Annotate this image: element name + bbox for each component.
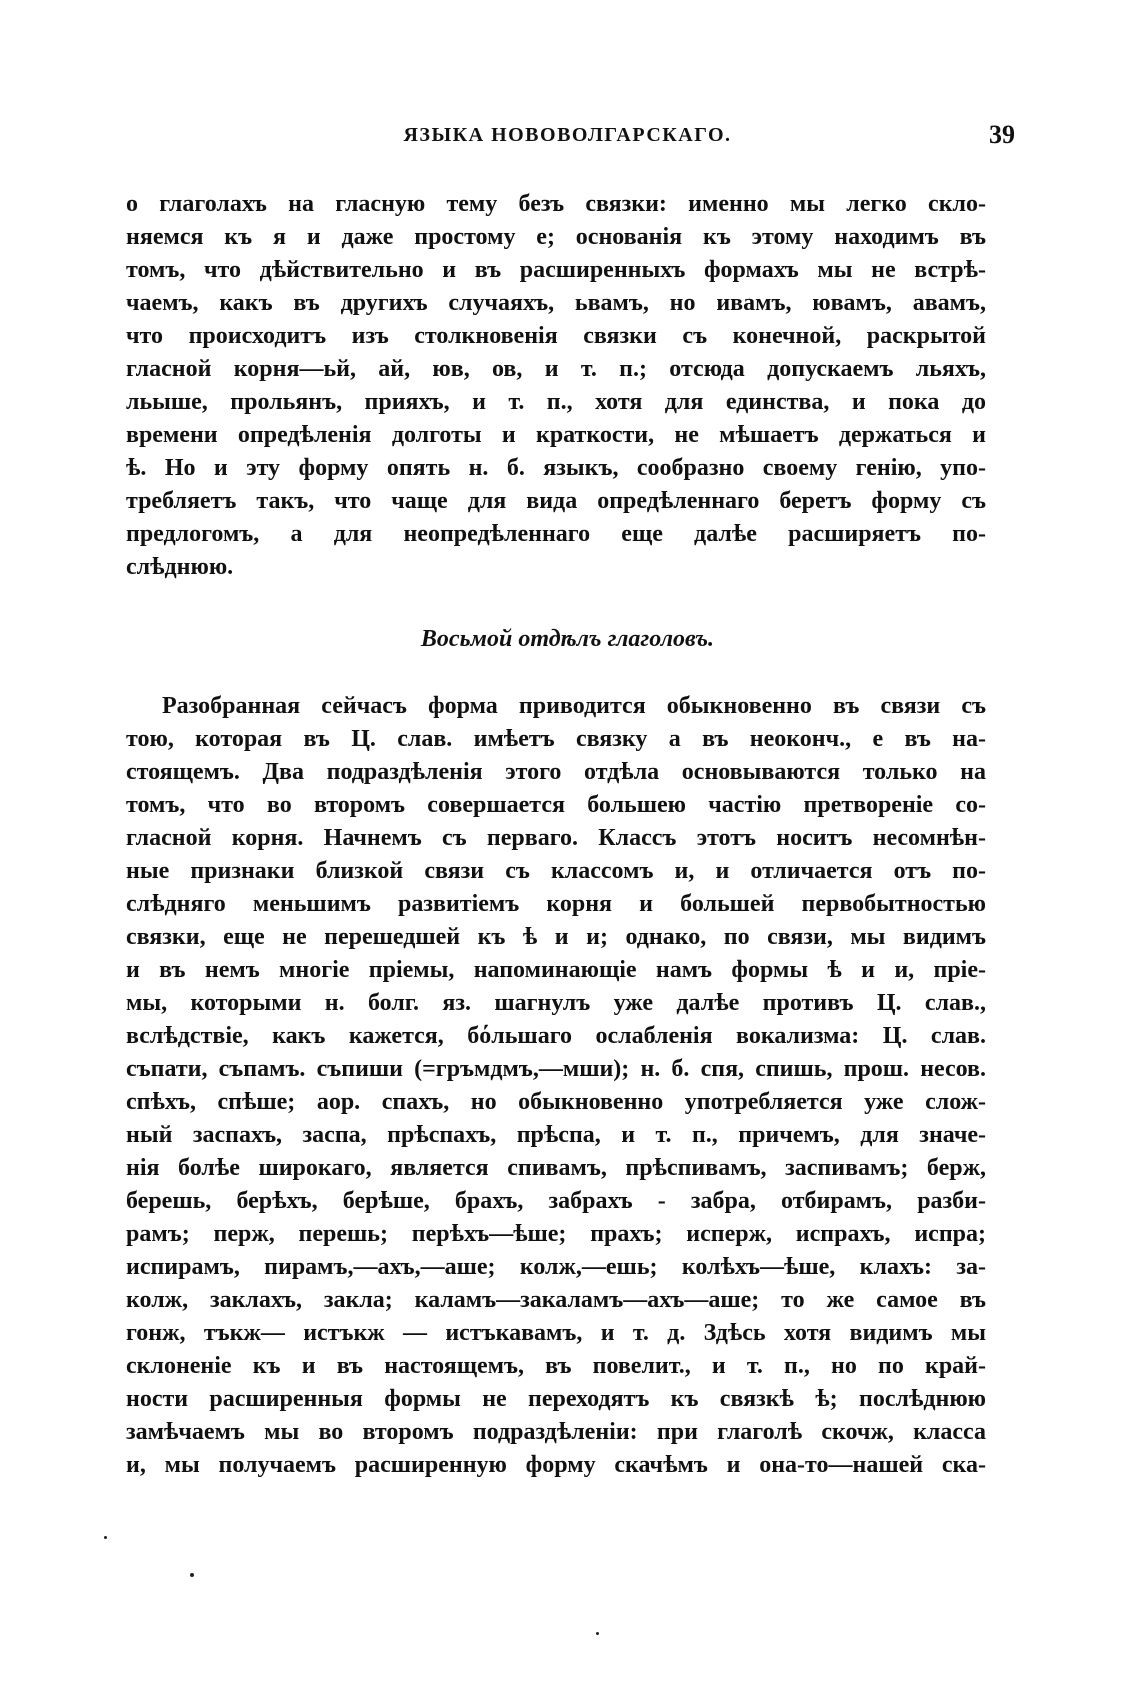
print-speck (596, 1632, 599, 1635)
paragraph-line: Разобранная сейчасъ форма приводится обыкновенно въ связи съ (162, 693, 986, 719)
paragraph-line: чаемъ, какъ въ другихъ случаяхъ, ьвамъ, но ивамъ, ювамъ, авамъ, (126, 290, 986, 316)
paragraph-line: гонж, тъкж— истъкж — истъкавамъ, и т. д. Здѣсь хотя видимъ мы (126, 1320, 986, 1346)
paragraph-line: времени опредѣленія долготы и краткости, не мѣшаетъ держаться и (126, 422, 986, 448)
paragraph-line: слѣдняго меньшимъ развитіемъ корня и большей первобытностью (126, 891, 986, 917)
paragraph-line: замѣчаемъ мы во второмъ подраздѣленіи: при глаголѣ скочж, класса (126, 1419, 986, 1445)
paragraph-line: склоненіе къ и въ настоящемъ, въ повелит., и т. п., но по край- (126, 1353, 986, 1379)
paragraph-line: льыше, прольянъ, прияхъ, и т. п., хотя для единства, и пока до (126, 389, 986, 415)
paragraph-line: берешь, берѣхъ, берѣше, брахъ, забрахъ - забра, отбирамъ, разби- (126, 1188, 986, 1214)
paragraph-line: тою, которая въ Ц. слав. имѣетъ связку а въ неоконч., е въ на- (126, 726, 986, 752)
paragraph-line: рамъ; перж, перешь; перѣхъ—ѣше; прахъ; исперж, испрахъ, испра; (126, 1221, 986, 1247)
print-speck (190, 1573, 194, 1577)
paragraph-line: мы, которыми н. болг. яз. шагнулъ уже далѣе противъ Ц. слав., (126, 990, 986, 1016)
paragraph-line: ные признаки близкой связи съ классомъ и, и отличается отъ по- (126, 858, 986, 884)
paragraph-line: и въ немъ многіе пріемы, напоминающіе намъ формы ѣ и и, пріе- (126, 957, 986, 983)
paragraph-line: съпати, съпамъ. съпиши (=гръмдмъ,—мши); н. б. спя, спишь, прош. несов. (126, 1056, 986, 1082)
paragraph-line: томъ, что дѣйствительно и въ расширенныхъ формахъ мы не встрѣ- (126, 257, 986, 283)
paragraph-line: вслѣдствіе, какъ кажется, бόльшаго ослабленія вокализма: Ц. слав. (126, 1023, 986, 1049)
paragraph-line: няемся къ я и даже простому е; основанія къ этому находимъ въ (126, 224, 986, 250)
paragraph-line: гласной корня—ьй, ай, юв, ов, и т. п.; отсюда допускаемъ льяхъ, (126, 356, 986, 382)
paragraph-line: ѣ. Но и эту форму опять н. б. языкъ, сообразно своему генію, упо- (126, 455, 986, 481)
paragraph-line: и, мы получаемъ расширенную форму скачѣмъ и она-то—нашей ска- (126, 1452, 986, 1478)
paragraph-line: что происходитъ изъ столкновенія связки съ конечной, раскрытой (126, 323, 986, 349)
paragraph-line: о глаголахъ на гласную тему безъ связки: именно мы легко скло- (126, 191, 986, 217)
page-number: 39 (989, 120, 1015, 149)
paragraph-line: испирамъ, пирамъ,—ахъ,—аше; колж,—ешь; колѣхъ—ѣше, клахъ: за- (126, 1254, 986, 1280)
section-title: Восьмой отдѣлъ глаголовъ. (420, 626, 715, 652)
paragraph-line: нія болѣе широкаго, является спивамъ, прѣспивамъ, заспивамъ; берж, (126, 1155, 986, 1181)
paragraph-line: колж, заклахъ, закла; каламъ—закаламъ—ахъ—аше; то же самое въ (126, 1287, 986, 1313)
paragraph-line: ный заспахъ, заспа, прѣспахъ, прѣспа, и т. п., причемъ, для значе- (126, 1122, 986, 1148)
paragraph-line: гласной корня. Начнемъ съ перваго. Классъ этотъ носитъ несомнѣн- (126, 825, 986, 851)
paragraph-line: ности расширенныя формы не переходятъ къ связкѣ ѣ; послѣднюю (126, 1386, 986, 1412)
paragraph-1 (126, 188, 986, 584)
paragraph-line: стоящемъ. Два подраздѣленія этого отдѣла основываются только на (126, 759, 986, 785)
paragraph-line: спѣхъ, спѣше; аор. спахъ, но обыкновенно употребляется уже слож- (126, 1089, 986, 1115)
page-header (120, 120, 1015, 164)
print-speck (104, 1536, 107, 1539)
running-head: ЯЗЫКА НОВОВОЛГАРСКАГО. (403, 124, 732, 146)
paragraph-line: предлогомъ, а для неопредѣленнаго еще далѣе расширяетъ по- (126, 521, 986, 547)
paragraph-line: требляетъ такъ, что чаще для вида опредѣленнаго беретъ форму съ (126, 488, 986, 514)
paragraph-2 (126, 690, 986, 1482)
paragraph-line: томъ, что во второмъ совершается большею частію претвореніе со- (126, 792, 986, 818)
paragraph-line: слѣднюю. (126, 554, 234, 580)
paragraph-line: связки, еще не перешедшей къ ѣ и и; однако, по связи, мы видимъ (126, 924, 986, 950)
